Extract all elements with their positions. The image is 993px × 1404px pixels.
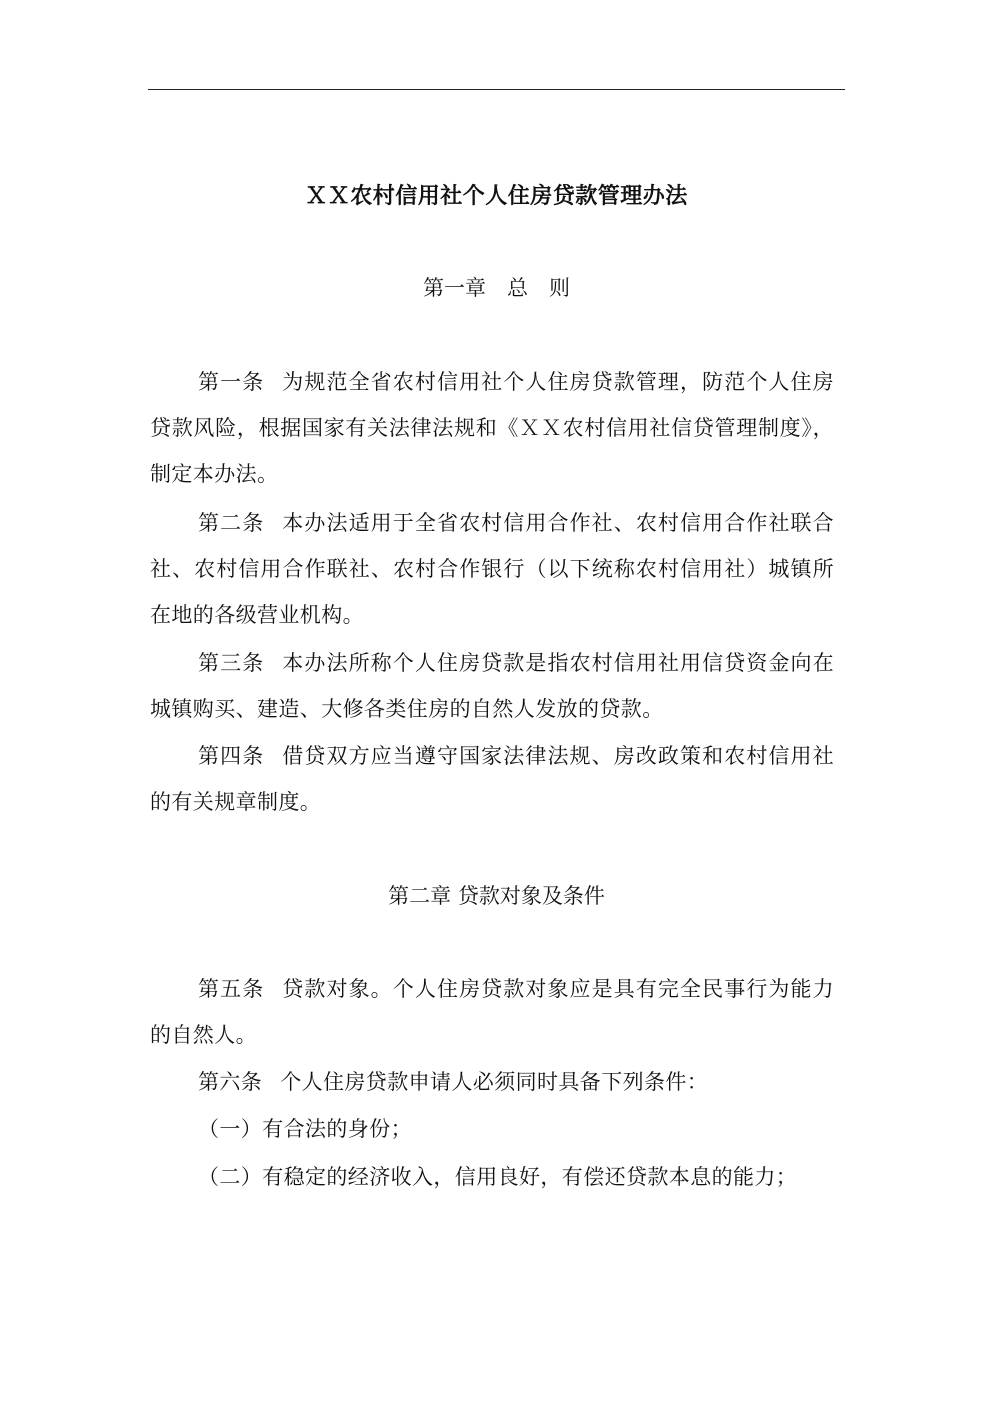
list-item: （二）有稳定的经济收入，信用良好，有偿还贷款本息的能力；: [198, 1165, 798, 1189]
list-item: （一）有合法的身份；: [198, 1117, 412, 1141]
article-number: 第六条: [198, 1070, 263, 1094]
header-rule: [148, 89, 845, 90]
article-number: 第四条: [198, 744, 265, 768]
article-4: [150, 733, 834, 825]
article-number: 第一条: [198, 370, 265, 394]
article-6: [150, 1059, 834, 1105]
chapter-1-heading: 第一章 总 则: [423, 276, 570, 300]
article-5: [150, 966, 834, 1058]
article-number: 第二条: [198, 511, 265, 535]
article-text: 本办法所称个人住房贷款是指农村信用社用信贷资金向在城镇购买、建造、大修各类住房的自然人发放的贷款。: [150, 651, 835, 721]
article-1: [150, 359, 834, 497]
chapter-2-heading: 第二章 贷款对象及条件: [388, 884, 605, 908]
article-text: 为规范全省农村信用社个人住房贷款管理，防范个人住房贷款风险，根据国家有关法律法规和《ＸＸ农村信用社信贷管理制度》，制定本办法。: [150, 370, 835, 486]
article-3: [150, 640, 834, 732]
article-2: [150, 500, 834, 638]
article-number: 第三条: [198, 651, 265, 675]
article-text: 本办法适用于全省农村信用合作社、农村信用合作社联合社、农村信用合作联社、农村合作银行（以下统称农村信用社）城镇所在地的各级营业机构。: [150, 511, 835, 627]
document-title: ＸＸ农村信用社个人住房贷款管理办法: [305, 183, 688, 209]
article-text: 贷款对象。个人住房贷款对象应是具有完全民事行为能力的自然人。: [150, 977, 835, 1047]
article-text: 借贷双方应当遵守国家法律法规、房改政策和农村信用社的有关规章制度。: [150, 744, 835, 814]
article-number: 第五条: [198, 977, 265, 1001]
article-text: 个人住房贷款申请人必须同时具备下列条件：: [280, 1070, 709, 1094]
